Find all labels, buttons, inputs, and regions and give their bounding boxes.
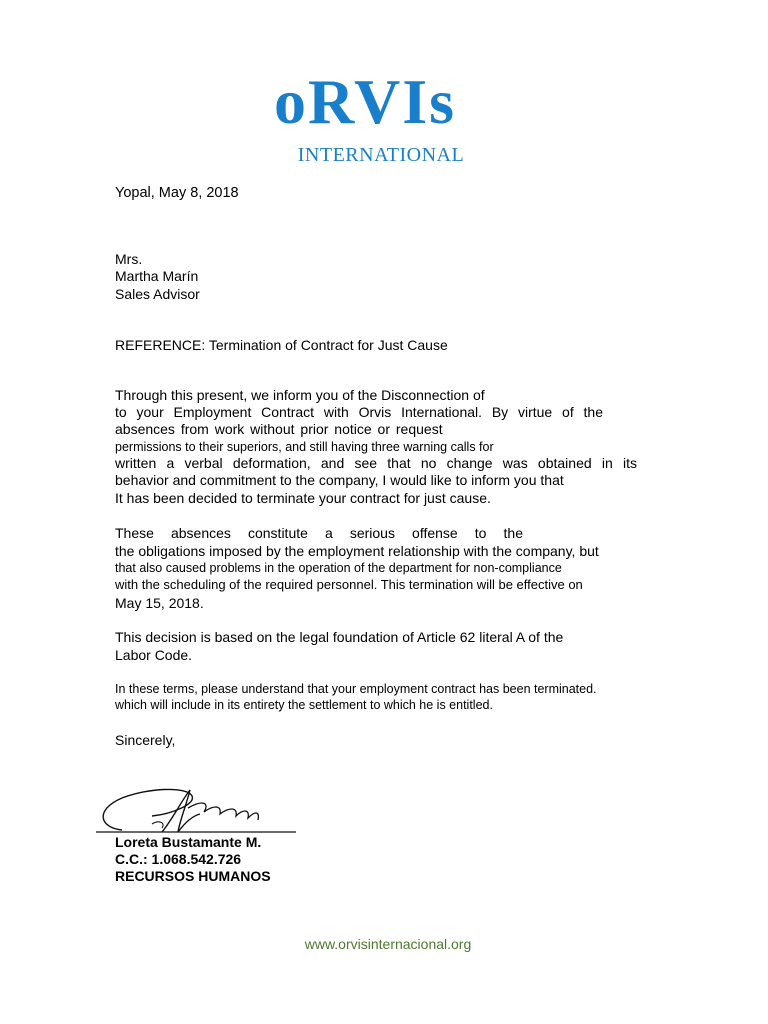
body-line: In these terms, please understand that your employment contract has been terminated.: [115, 682, 597, 696]
body-line: These absences constitute a serious offense to the: [115, 525, 523, 541]
body-line: absences from work without prior notice or request: [115, 421, 443, 437]
body-line: Labor Code.: [115, 647, 193, 663]
place-date: Yopal, May 8, 2018: [115, 185, 239, 201]
reference-line: REFERENCE: Termination of Contract for Just Cause: [115, 337, 448, 353]
body-line: which will include in its entirety the settlement to which he is entitled.: [115, 698, 493, 712]
signatory-department: RECURSOS HUMANOS: [115, 868, 271, 884]
body-line: This decision is based on the legal foundation of Article 62 literal A of the: [115, 629, 564, 645]
recipient-salutation: Mrs.: [115, 251, 143, 267]
body-line: permissions to their superiors, and still having three warning calls for: [115, 440, 494, 454]
body-line: written a verbal deformation, and see that no change was obtained in its: [115, 455, 637, 471]
body-line: with the scheduling of the required personnel. This termination will be effective on: [115, 577, 583, 592]
company-logo: oRVIs: [274, 66, 456, 137]
signatory-name: Loreta Bustamante M.: [115, 834, 262, 850]
closing: Sincerely,: [115, 732, 176, 748]
body-line: behavior and commitment to the company, I would like to inform you that: [115, 472, 564, 488]
body-line: that also caused problems in the operation of the department for non-compliance: [115, 561, 562, 575]
recipient-position: Sales Advisor: [115, 286, 200, 302]
body-line: May 15, 2018.: [115, 595, 204, 611]
body-line: It has been decided to terminate your contract for just cause.: [115, 490, 491, 506]
body-line: Through this present, we inform you of the Disconnection of: [115, 387, 485, 403]
body-line: the obligations imposed by the employment relationship with the company, but: [115, 543, 599, 559]
company-logo-subtitle: INTERNATIONAL: [297, 144, 465, 166]
recipient-name: Martha Marín: [115, 268, 199, 284]
body-line: to your Employment Contract with Orvis International. By virtue of the: [115, 404, 603, 420]
signatory-id: C.C.: 1.068.542.726: [115, 851, 242, 867]
footer-website: www.orvisinternacional.org: [304, 936, 472, 952]
